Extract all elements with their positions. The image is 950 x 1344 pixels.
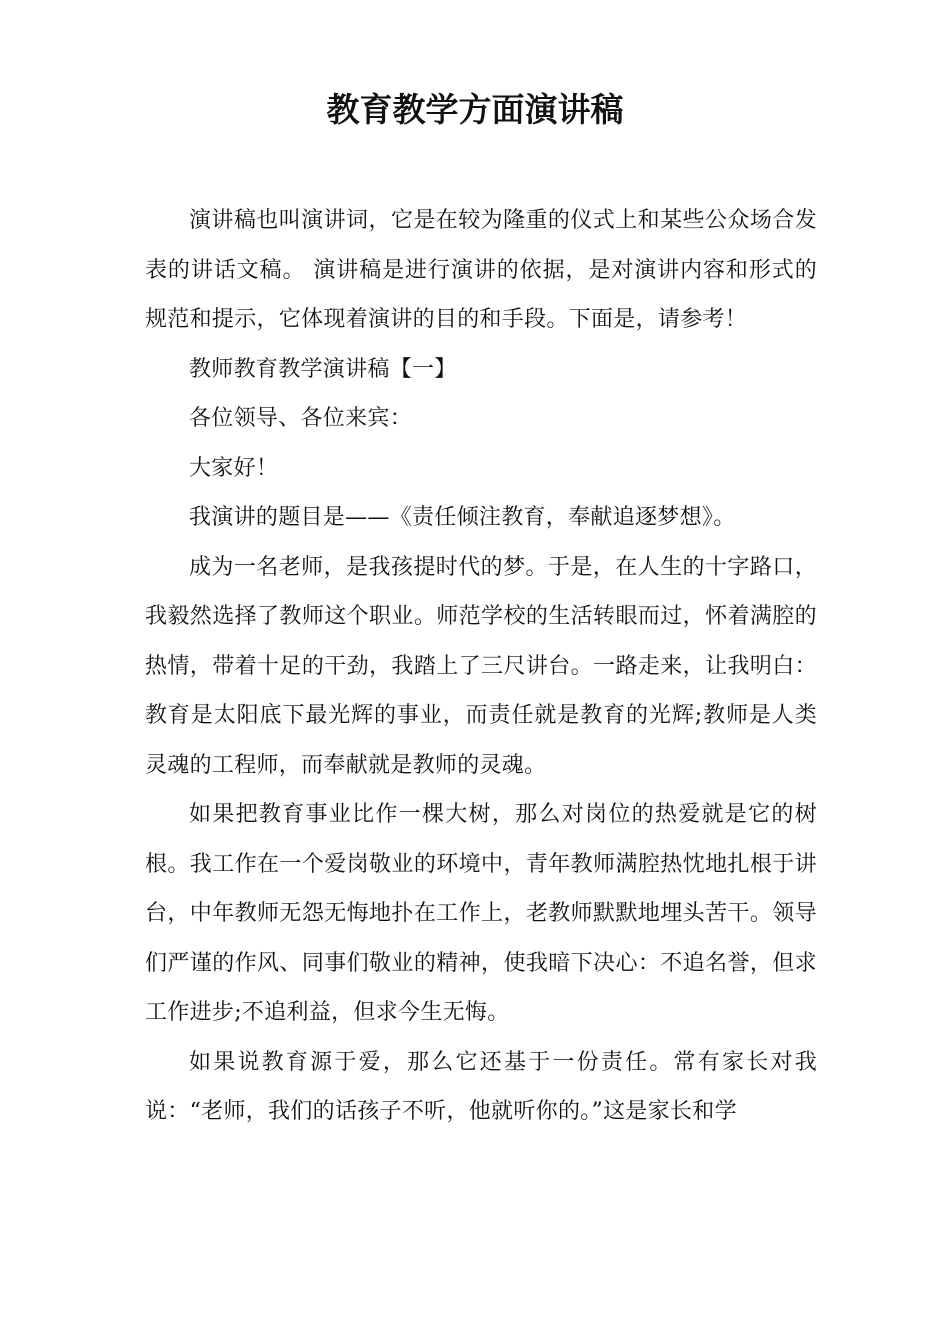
document-body bbox=[145, 196, 817, 1137]
paragraph-greeting: 大家好！ bbox=[189, 455, 279, 481]
paragraph-body: 成为一名老师，是我孩提时代的梦。于是，在人生的十字路口，我毅然选择了教师这个职业。师范学校的生活转眼而过，怀着满腔的热情，带着十足的干劲，我踏上了三尺讲台。一路走来，让我明白：教育是太阳底下最光辉的事业，而责任就是教育的光辉;教师是人类灵魂的工程师，而奉献就是教师的灵魂。 bbox=[145, 554, 817, 778]
document-title: 教育教学方面演讲稿 bbox=[326, 90, 624, 129]
paragraph-intro: 演讲稿也叫演讲词，它是在较为隆重的仪式上和某些公众场合发表的讲话文稿。 演讲稿是进行演讲的依据，是对演讲内容和形式的规范和提示，它体现着演讲的目的和手段。下面是，请参考！ bbox=[145, 208, 817, 332]
paragraph-body: 如果把教育事业比作一棵大树，那么对岗位的热爱就是它的树根。我工作在一个爱岗敬业的环境中，青年教师满腔热忱地扎根于讲台，中年教师无怨无悔地扑在工作上，老教师默默地埋头苦干。领导们严谨的作风、同事们敬业的精神，使我暗下决心：不追名誉，但求工作进步;不追利益，但求今生无悔。 bbox=[145, 802, 817, 1025]
paragraph-salutation: 各位领导、各位来宾： bbox=[189, 406, 413, 431]
paragraph-topic: 我演讲的题目是——《责任倾注教育，奉献追逐梦想》。 bbox=[189, 505, 736, 530]
paragraph-body: 如果说教育源于爱，那么它还基于一份责任。常有家长对我说：“老师，我们的话孩子不听，他就听你的。”这是家长和学 bbox=[145, 1049, 817, 1124]
paragraph-subtitle: 教师教育教学演讲稿【一】 bbox=[189, 356, 457, 382]
